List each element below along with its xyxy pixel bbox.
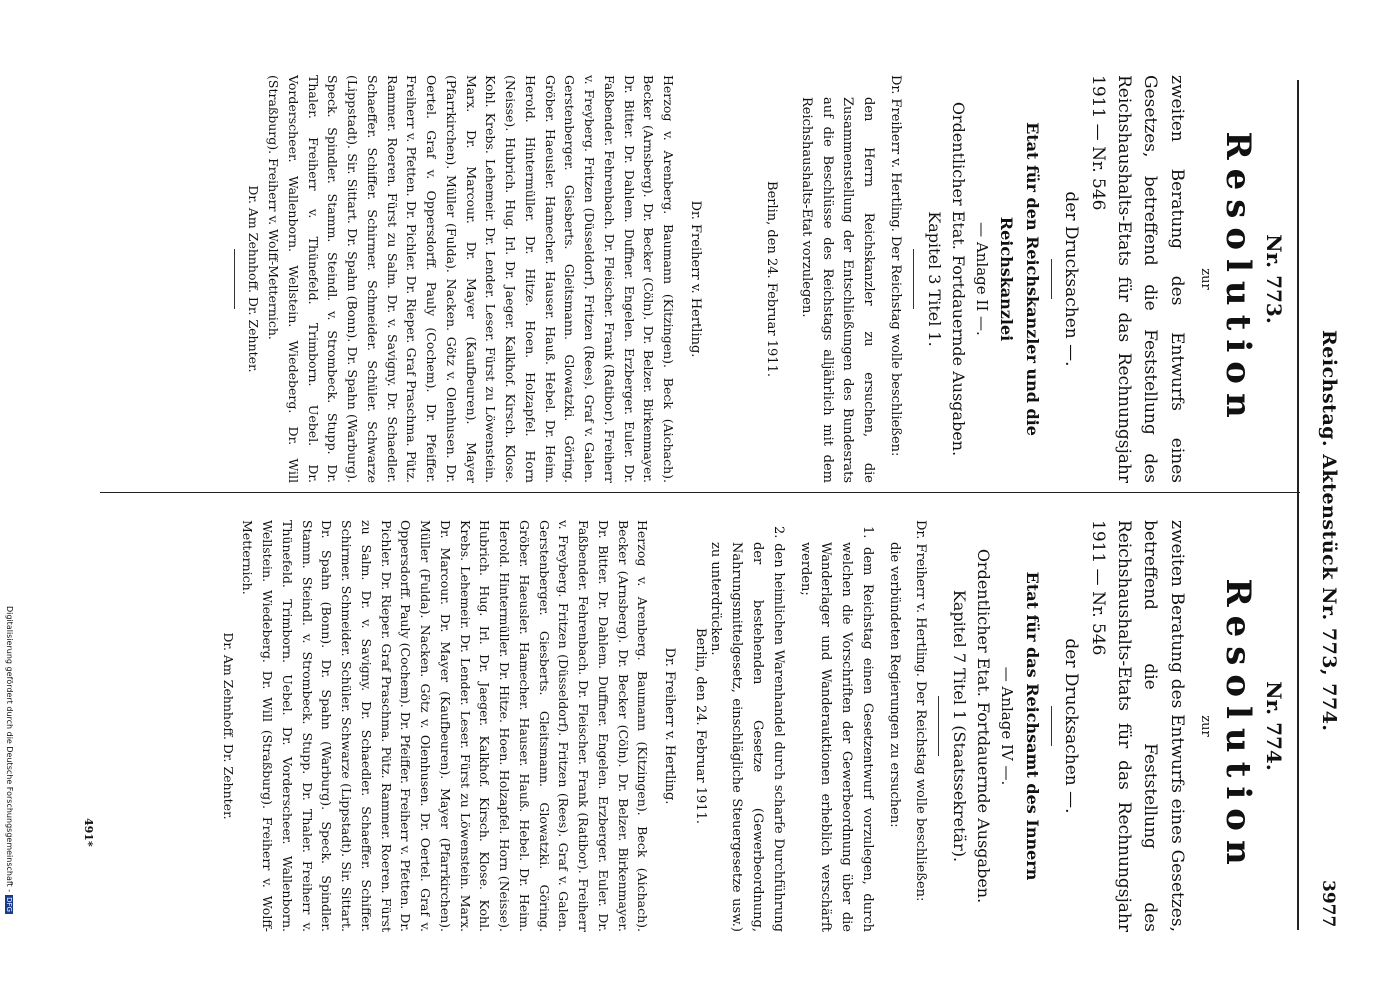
etat-heading: Etat für das Reichsamt des Innern [1023, 571, 1043, 881]
anlage-label: — Anlage II —. [972, 222, 991, 336]
anlage-label: — Anlage IV —. [998, 666, 1017, 786]
dfg-logo: DFG [5, 897, 13, 912]
intro-end: der Drucksachen —. [1061, 638, 1082, 814]
divider [234, 249, 235, 309]
divider [939, 696, 940, 756]
motion-date: Berlin, den 24. Februar 1911. [763, 181, 779, 377]
credit-text: Digitalisierung gefördert durch die Deutsche Forschungsgemeinschaft - [5, 606, 14, 893]
resolution-773 [760, 75, 1290, 483]
motion-head: Dr. Freiherr v. Hertling. Der Reichstag wolle beschließen: [913, 520, 929, 902]
signatures-773 [226, 75, 715, 483]
archive-stamp: 491* [82, 818, 95, 847]
chapter-line-2: Kapitel 7 Titel 1 (Staatssekretär). [950, 589, 970, 863]
signer: Dr. Freiherr v. Hertling. [662, 647, 678, 805]
chapter-line-1: Ordentlicher Etat. Fortdauernde Ausgaben. [974, 548, 994, 904]
motion-date: Berlin, den 24. Februar 1911. [693, 628, 708, 824]
doc-zur: zur [1197, 268, 1213, 290]
cosigners-list: Herzog v. Arenberg. Baumann (Kitzingen). Beck (Aichach). Becker (Arnsberg). Dr. Becker (Cöln). Dr. Belzer. Birkenmayer. Dr. Bitter. Dr. Dahlem. Duffner. Engelen. Erzberger. Euler. Dr. Faßbender. Fehrenbach. Dr. Fleischer. Frank (Ratibor). Freiherr v. Freyberg. Fritzen (Düsseldorf). Fritzen (Rees). Graf v. Galen. Gerstenberger. Giesberts. Gleitsmann. Glowatzki. Göring. Gröber. Haeusler. Hamecher. Hauser. Hauß. Hebel. Dr. Heim. Herold. Hintermüller. Dr. Hitze. Hoen. Holzapfel. Horn (Neisse). Hubrich. Hug. Irl. Dr. Jaeger. Kalkhof. Kirsch. Klose. Kohl. Krebs. Lehemeir. Dr. Lender. Leser. Fürst zu Löwenstein. Marx. Dr. Marcour. Dr. Mayer (Kaufbeuren). Mayer (Pfarrkirchen). Müller (Fulda). Nacken. Götz v. Olenhusen. Dr. Oertel. Graf v. Oppersdorff. Pauly (Cochem). Dr. Pfeiffer. Freiherr v. Pfetten. Dr. Pichler. Dr. Rieper. Graf Praschma. Pütz. Rammer. Roeren. Fürst zu Salm. Dr. v. Savigny. Dr. Schaedler. Schaeffer. Schiffer. Schirmer. Schmeider. Schüler. Schwarze (Lippstadt). Sir. Sittart. Dr. Spahn (Bonn). Dr. Spahn (Warburg). Speck. Spindler. Stamm. Steindl. v. Strombeck. Stupp. Dr. Thaler. Freiherr v. Thünefeld. Trimborn. Uebel. Dr. Vorderscheer. Wallenborn. Wellstein. Wiedeberg. Dr. Will (Straßburg). Freiherr v. Wolff-Metternich. [266, 75, 677, 483]
signatures-774 [218, 520, 710, 932]
cosigners-end: Dr. Am Zehnhoff. Dr. Zehnter. [246, 185, 262, 373]
signer: Dr. Freiherr v. Hertling. [688, 200, 703, 358]
divider [1051, 259, 1052, 299]
doc-title: Resolution [1218, 131, 1258, 427]
cosigners-end: Dr. Am Zehnhoff. Dr. Zehnter. [220, 632, 236, 820]
intro-text: zweiten Beratung des Entwurfs eines Gesetzes, betreffend die Feststellung des Reichshaushalts-Etats für das Rechnungsjahr 1911 — Nr. 546 [1087, 75, 1187, 483]
divider [1051, 706, 1052, 746]
header-rule [1297, 80, 1299, 930]
column-separator [100, 492, 1300, 493]
divider [913, 249, 914, 309]
resolution-774 [705, 520, 1290, 932]
chapter-line-1: Ordentlicher Etat. Fortdauernde Ausgaben. [948, 101, 968, 457]
cosigners-list: Herzog v. Arenberg. Baumann (Kitzingen). Beck (Aichach). Becker (Arnsberg). Dr. Becker (Cöln). Dr. Belzer. Birkenmayer. Dr. Bitter. Dr. Dahlem. Duffner. Engelen. Erzberger. Euler. Dr. Faßbender. Fehrenbach. Dr. Fleischer. Frank (Ratibor). Freiherr v. Freyberg. Fritzen (Düsseldorf). Fritzen (Rees). Graf v. Galen. Gerstenberger. Giesberts. Gleitsmann. Glowatzki. Göring. Gröber. Haeusler. Hamecher. Hauser. Hauß. Hebel. Dr. Heim. Herold. Hintermüller. Dr. Hitze. Hoen. Holzapfel. Horn (Neisse). Hubrich. Hug. Irl. Dr. Jaeger. Kalkhof. Kirsch. Klose. Kohl. Krebs. Lehemeir. Dr. Lender. Leser. Fürst zu Löwenstein. Marx. Dr. Marcour. Dr. Mayer (Kaufbeuren). Mayer (Pfarrkirchen). Müller (Fulda). Nacken. Götz v. Olenhusen. Dr. Oertel. Graf v. Oppersdorff. Pauly (Cochem). Dr. Pfeiffer. Freiherr v. Pfetten. Dr. Pichler. Dr. Rieper. Graf Praschma. Pütz. Rammer. Roeren. Fürst zu Salm. Dr. v. Savigny. Dr. Schaedler. Schaeffer. Schiffer. Schirmer. Schmeider. Schüler. Schwarze (Lippstadt). Sir. Sittart. Dr. Spahn (Bonn). Dr. Spahn (Warburg). Speck. Spindler. Stamm. Steindl. v. Strombeck. Stupp. Dr. Thaler. Freiherr v. Thünefeld. Trimborn. Uebel. Dr. Vorderscheer. Wallenborn. Wellstein. Wiedeberg. Dr. Will (Straßburg). Freiherr v. Wolff-Metternich. [240, 520, 651, 932]
motion-intro: die verbündeten Regierungen zu ersuchen: [886, 542, 902, 828]
page-header [1318, 330, 1340, 732]
motion-head: Dr. Freiherr v. Hertling. Der Reichstag wolle beschließen: [887, 75, 903, 457]
doc-title: Resolution [1218, 578, 1258, 874]
doc-number: Nr. 774. [1262, 681, 1286, 771]
doc-intro [1058, 520, 1190, 932]
doc-zur: zur [1197, 715, 1213, 737]
motion-item-1: 1. dem Reichstag einen Gesetzentwurf vorzulegen, durch welchen die Vorschriften der Gewerbeordnung über die Wanderlager und Wanderauktionen erheblich verschärft werden; [797, 526, 875, 932]
intro-end: der Drucksachen —. [1061, 191, 1082, 367]
digitization-credit [5, 606, 14, 914]
doc-intro [1058, 75, 1190, 483]
intro-text: zweiten Beratung des Entwurfs eines Gesetzes, betreffend die Feststellung des Reichshaushalts-Etats für das Rechnungsjahr 1911 — Nr. 546 [1087, 520, 1187, 932]
etat-heading: Etat für den Reichskanzler und die Reichskanzlei [997, 122, 1043, 436]
page-number: 3977 [1318, 880, 1338, 928]
chapter-line-2: Kapitel 3 Titel 1. [924, 211, 944, 347]
motion-body: den Herrn Reichskanzler zu ersuchen, die Zusammenstellung der Entschließungen des Bundesrats auf die Beschlüsse des Reichstags alljährlich mit dem Reichshaushalts-Etat vorzulegen. [798, 97, 877, 483]
motion-item-2: 2. den heimlichen Warenhandel durch scharfe Durchführung der bestehenden Gesetze (Gewerbeordnung, Nahrungsmittelgesetz, einschlägliche Steuergesetze usw.) zu unterdrücken. [708, 526, 786, 932]
header-title: Reichstag. Aktenstück Nr. 773, 774. [1318, 330, 1340, 732]
doc-number: Nr. 773. [1262, 234, 1286, 324]
